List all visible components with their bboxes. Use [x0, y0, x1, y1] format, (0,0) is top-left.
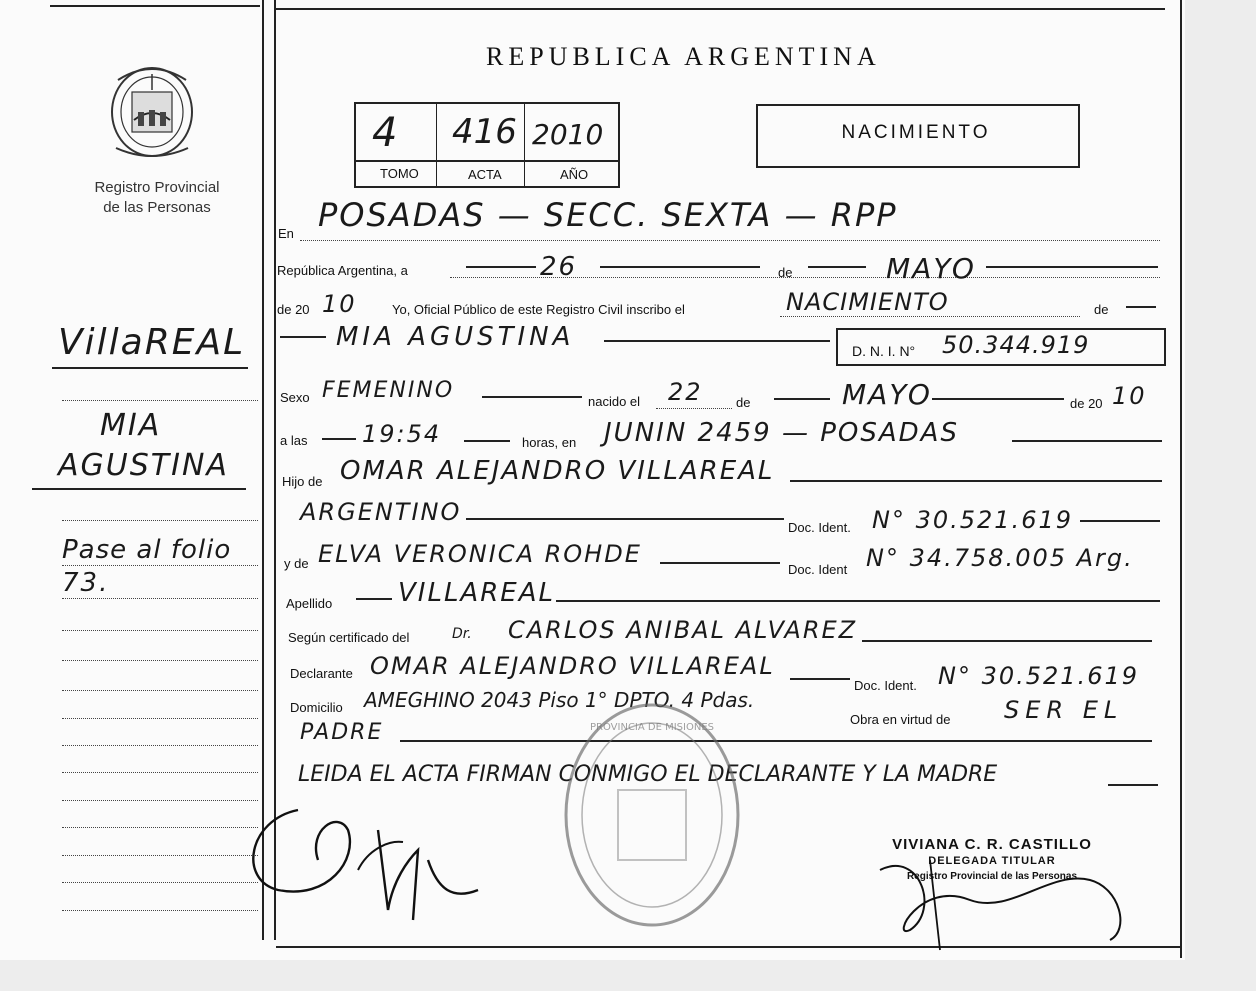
tomo-value: 4 — [372, 110, 400, 156]
margin-dotted-line — [62, 718, 258, 719]
label-doc-1: Doc. Ident. — [788, 520, 851, 535]
form-dash — [464, 440, 510, 442]
form-dash — [556, 600, 1160, 602]
value-mes: MAYO — [886, 252, 976, 285]
value-obra-2: PADRE — [300, 720, 384, 745]
form-dash — [1126, 306, 1156, 308]
acta-label: ACTA — [468, 167, 502, 182]
form-dash — [400, 740, 1152, 742]
margin-dotted-line — [62, 630, 258, 631]
label-declarante: Declarante — [290, 666, 353, 681]
margin-dotted-line — [62, 827, 258, 828]
label-y-de: y de — [284, 556, 309, 571]
value-lugar: POSADAS — SECC. SEXTA — RPP — [318, 196, 898, 234]
form-dash — [322, 438, 356, 440]
form-dash — [600, 266, 760, 268]
reference-table-divider — [356, 160, 618, 162]
anio-label: AÑO — [560, 167, 589, 182]
acta-value: 416 — [452, 112, 517, 152]
value-leida: LEIDA EL ACTA FIRMAN CONMIGO EL DECLARANTE Y LA MADRE — [298, 762, 998, 787]
value-apellido: VILLAREAL — [398, 578, 555, 608]
value-anio: 10 — [322, 290, 357, 318]
margin-dotted-line — [62, 690, 258, 691]
provincial-seal-icon — [104, 60, 200, 160]
margin-dotted-line — [62, 520, 258, 521]
form-dash — [466, 518, 784, 520]
margin-dotted-line — [62, 772, 258, 773]
label-segun: Según certificado del — [288, 630, 410, 645]
form-dash — [660, 562, 780, 564]
label-horas: horas, en — [522, 435, 577, 450]
value-hora: 19:54 — [362, 420, 442, 448]
value-nombre: MIA AGUSTINA — [336, 322, 575, 352]
margin-dotted-line — [62, 910, 258, 911]
seal-text: PROVINCIA DE MISIONES — [590, 722, 714, 733]
label-de: de — [778, 265, 793, 280]
value-lugar-nac: JUNIN 2459 — POSADAS — [604, 418, 959, 448]
form-dash — [1012, 440, 1162, 442]
margin-dotted-line — [62, 800, 258, 801]
label-domicilio: Domicilio — [290, 700, 343, 715]
margin-note-2: 73. — [62, 568, 110, 598]
form-dash — [466, 266, 536, 268]
value-medico: CARLOS ANIBAL ALVAREZ — [508, 616, 858, 644]
value-dr-prefix: Dr. — [452, 626, 472, 642]
margin-dotted-line — [62, 660, 258, 661]
margin-note-1: Pase al folio — [62, 535, 232, 565]
value-sexo: FEMENINO — [322, 378, 455, 403]
label-doc-2: Doc. Ident — [788, 562, 848, 577]
form-dash — [862, 640, 1152, 642]
margin-dotted-line — [62, 598, 258, 599]
value-nac-mes: MAYO — [842, 378, 932, 411]
official-name: VIVIANA C. R. CASTILLO — [892, 836, 1092, 853]
form-dash — [774, 398, 830, 400]
doc-type-label: NACIMIENTO — [841, 122, 991, 143]
form-dash — [986, 266, 1158, 268]
value-decl-doc: N° 30.521.619 — [938, 662, 1139, 690]
value-madre: ELVA VERONICA ROHDE — [318, 540, 642, 568]
label-obra: Obra en virtud de — [850, 712, 951, 727]
value-nac-dia: 22 — [668, 378, 703, 406]
margin-surname-underline — [52, 367, 248, 369]
top-rule-right — [275, 8, 1165, 10]
label-sexo: Sexo — [280, 390, 310, 405]
value-padre: OMAR ALEJANDRO VILLAREAL — [340, 456, 775, 486]
value-inscribo: NACIMIENTO — [786, 288, 949, 316]
form-dash — [604, 340, 830, 342]
label-apellido: Apellido — [286, 596, 333, 611]
form-line — [300, 240, 1160, 241]
value-domicilio: AMEGHINO 2043 Piso 1° DPTO. 4 Pdas. — [364, 688, 755, 712]
label-de-2: de — [1094, 302, 1109, 317]
form-dash — [790, 480, 1162, 482]
tomo-label: TOMO — [380, 166, 419, 181]
reference-table-col — [436, 104, 437, 186]
label-en: En — [278, 226, 294, 241]
official-role: DELEGADA TITULAR — [928, 855, 1056, 867]
value-obra: SER EL — [1004, 696, 1124, 724]
label-de-20: de 20 — [277, 302, 310, 317]
margin-dotted-line — [62, 745, 258, 746]
margin-dotted-line — [62, 400, 258, 401]
country-title: REPUBLICA ARGENTINA — [486, 42, 881, 71]
margin-dotted-line — [62, 565, 258, 566]
form-dash — [1108, 784, 1158, 786]
margin-name-underline — [32, 488, 246, 490]
label-dni: D. N. I. N° — [852, 343, 916, 359]
declarant-signature-icon — [238, 790, 498, 940]
label-de-20b: de 20 — [1070, 396, 1103, 411]
value-padre-nac: ARGENTINO — [300, 498, 462, 526]
label-doc-3: Doc. Ident. — [854, 678, 917, 693]
form-dash — [482, 396, 582, 398]
official-stamp — [872, 836, 1112, 882]
label-de-3: de — [736, 395, 751, 410]
value-nac-anio: 10 — [1112, 382, 1147, 410]
form-dash — [790, 678, 850, 680]
label-oficial: Yo, Oficial Público de este Registro Civil inscribo el — [392, 302, 685, 317]
official-org: Registro Provincial de las Personas — [906, 871, 1078, 882]
label-nacido: nacido el — [588, 394, 641, 409]
form-dash — [356, 598, 392, 600]
right-border — [1180, 0, 1182, 958]
margin-name-1: MIA — [100, 408, 162, 443]
label-hijo: Hijo de — [282, 474, 323, 489]
top-rule-left — [50, 5, 260, 7]
registry-line-1: Registro Provincial — [94, 179, 220, 196]
reference-table-col — [524, 104, 525, 186]
label-republica: República Argentina, a — [277, 263, 408, 278]
margin-dotted-line — [62, 882, 258, 883]
official-seal-stamp — [560, 700, 744, 930]
registry-name — [52, 178, 262, 218]
value-declarante: OMAR ALEJANDRO VILLAREAL — [370, 652, 775, 680]
value-dia: 26 — [540, 252, 578, 282]
form-line — [656, 408, 732, 409]
margin-name-2: AGUSTINA — [58, 448, 229, 483]
form-line — [780, 316, 1080, 317]
value-dni: 50.344.919 — [942, 331, 1090, 359]
form-dash — [280, 336, 326, 338]
value-padre-doc: N° 30.521.619 — [872, 506, 1073, 534]
form-dash — [808, 266, 866, 268]
form-dash — [932, 398, 1064, 400]
margin-surname: VillaREAL — [58, 322, 246, 363]
margin-dotted-line — [62, 855, 258, 856]
value-madre-doc: N° 34.758.005 Arg. — [866, 544, 1134, 572]
anio-value: 2010 — [532, 118, 604, 151]
form-dash — [1080, 520, 1160, 522]
registry-line-2: de las Personas — [103, 199, 211, 216]
label-a-las: a las — [280, 433, 308, 448]
